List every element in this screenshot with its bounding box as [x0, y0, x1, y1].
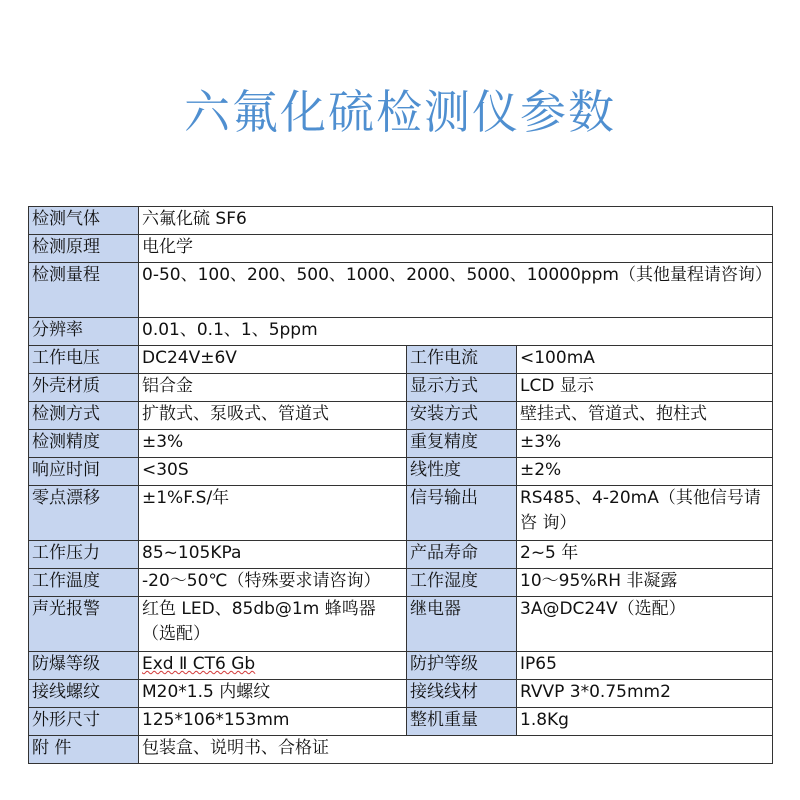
row-value-2: 3A@DC24V（选配）	[517, 597, 773, 652]
row-label-2: 重复精度	[407, 430, 517, 458]
table-row	[29, 541, 773, 569]
row-label: 工作电压	[29, 346, 139, 374]
table-row	[29, 680, 773, 708]
row-label: 外形尺寸	[29, 708, 139, 736]
row-label: 分辨率	[29, 318, 139, 346]
row-label: 防爆等级	[29, 652, 139, 680]
table-row	[29, 207, 773, 235]
row-value-2: 1.8Kg	[517, 708, 773, 736]
row-label-2: 防护等级	[407, 652, 517, 680]
table-row	[29, 430, 773, 458]
row-value: ±1%F.S/年	[139, 486, 407, 541]
row-label: 接线螺纹	[29, 680, 139, 708]
row-value: ±3%	[139, 430, 407, 458]
table-row	[29, 652, 773, 680]
row-label-2: 信号输出	[407, 486, 517, 541]
row-value-2: LCD 显示	[517, 374, 773, 402]
table-row	[29, 402, 773, 430]
row-value: 0.01、0.1、1、5ppm	[139, 318, 773, 346]
table-row	[29, 486, 773, 541]
row-value: 红色 LED、85db@1m 蜂鸣器（选配）	[139, 597, 407, 652]
row-label-2: 安装方式	[407, 402, 517, 430]
row-value	[139, 652, 407, 680]
row-value-2: 壁挂式、管道式、抱柱式	[517, 402, 773, 430]
row-value-2: RVVP 3*0.75mm2	[517, 680, 773, 708]
row-value-2: RS485、4-20mA（其他信号请咨 询）	[517, 486, 773, 541]
row-value: 铝合金	[139, 374, 407, 402]
row-value: 六氟化硫 SF6	[139, 207, 773, 235]
row-label-2: 产品寿命	[407, 541, 517, 569]
table-row	[29, 346, 773, 374]
row-value: 125*106*153mm	[139, 708, 407, 736]
row-label: 外壳材质	[29, 374, 139, 402]
row-label: 附 件	[29, 736, 139, 764]
row-value-2: 2~5 年	[517, 541, 773, 569]
row-value-2: IP65	[517, 652, 773, 680]
page-title: 六氟化硫检测仪参数	[184, 85, 616, 139]
row-label-2: 整机重量	[407, 708, 517, 736]
row-label: 检测方式	[29, 402, 139, 430]
table-row	[29, 318, 773, 346]
row-value-2: <100mA	[517, 346, 773, 374]
row-label: 工作压力	[29, 541, 139, 569]
row-label-2: 显示方式	[407, 374, 517, 402]
row-label: 工作温度	[29, 569, 139, 597]
row-label: 零点漂移	[29, 486, 139, 541]
table-row	[29, 597, 773, 652]
row-value: <30S	[139, 458, 407, 486]
row-value: DC24V±6V	[139, 346, 407, 374]
row-label: 检测量程	[29, 263, 139, 318]
table-row	[29, 736, 773, 764]
row-label: 检测精度	[29, 430, 139, 458]
row-value-2: ±2%	[517, 458, 773, 486]
row-value: 电化学	[139, 235, 773, 263]
table-row	[29, 263, 773, 318]
table-row	[29, 708, 773, 736]
spec-table	[28, 206, 773, 764]
row-label-2: 工作湿度	[407, 569, 517, 597]
row-value: 0-50、100、200、500、1000、2000、5000、10000ppm（其他量程请咨询）	[139, 263, 773, 318]
row-value: 包装盒、说明书、合格证	[139, 736, 773, 764]
row-value-2: ±3%	[517, 430, 773, 458]
row-value-2: 10～95%RH 非凝露	[517, 569, 773, 597]
table-row	[29, 235, 773, 263]
row-value: -20～50℃（特殊要求请咨询）	[139, 569, 407, 597]
explosion-proof-grade-text: Exd Ⅱ CT6 Gb	[142, 654, 256, 674]
table-row	[29, 374, 773, 402]
row-label-2: 继电器	[407, 597, 517, 652]
table-row	[29, 458, 773, 486]
row-value: 85~105KPa	[139, 541, 407, 569]
row-label: 响应时间	[29, 458, 139, 486]
row-label: 检测气体	[29, 207, 139, 235]
row-label: 声光报警	[29, 597, 139, 652]
table-row	[29, 569, 773, 597]
row-value: 扩散式、泵吸式、管道式	[139, 402, 407, 430]
row-label-2: 工作电流	[407, 346, 517, 374]
row-label-2: 接线线材	[407, 680, 517, 708]
row-label: 检测原理	[29, 235, 139, 263]
row-value: M20*1.5 内螺纹	[139, 680, 407, 708]
row-label-2: 线性度	[407, 458, 517, 486]
